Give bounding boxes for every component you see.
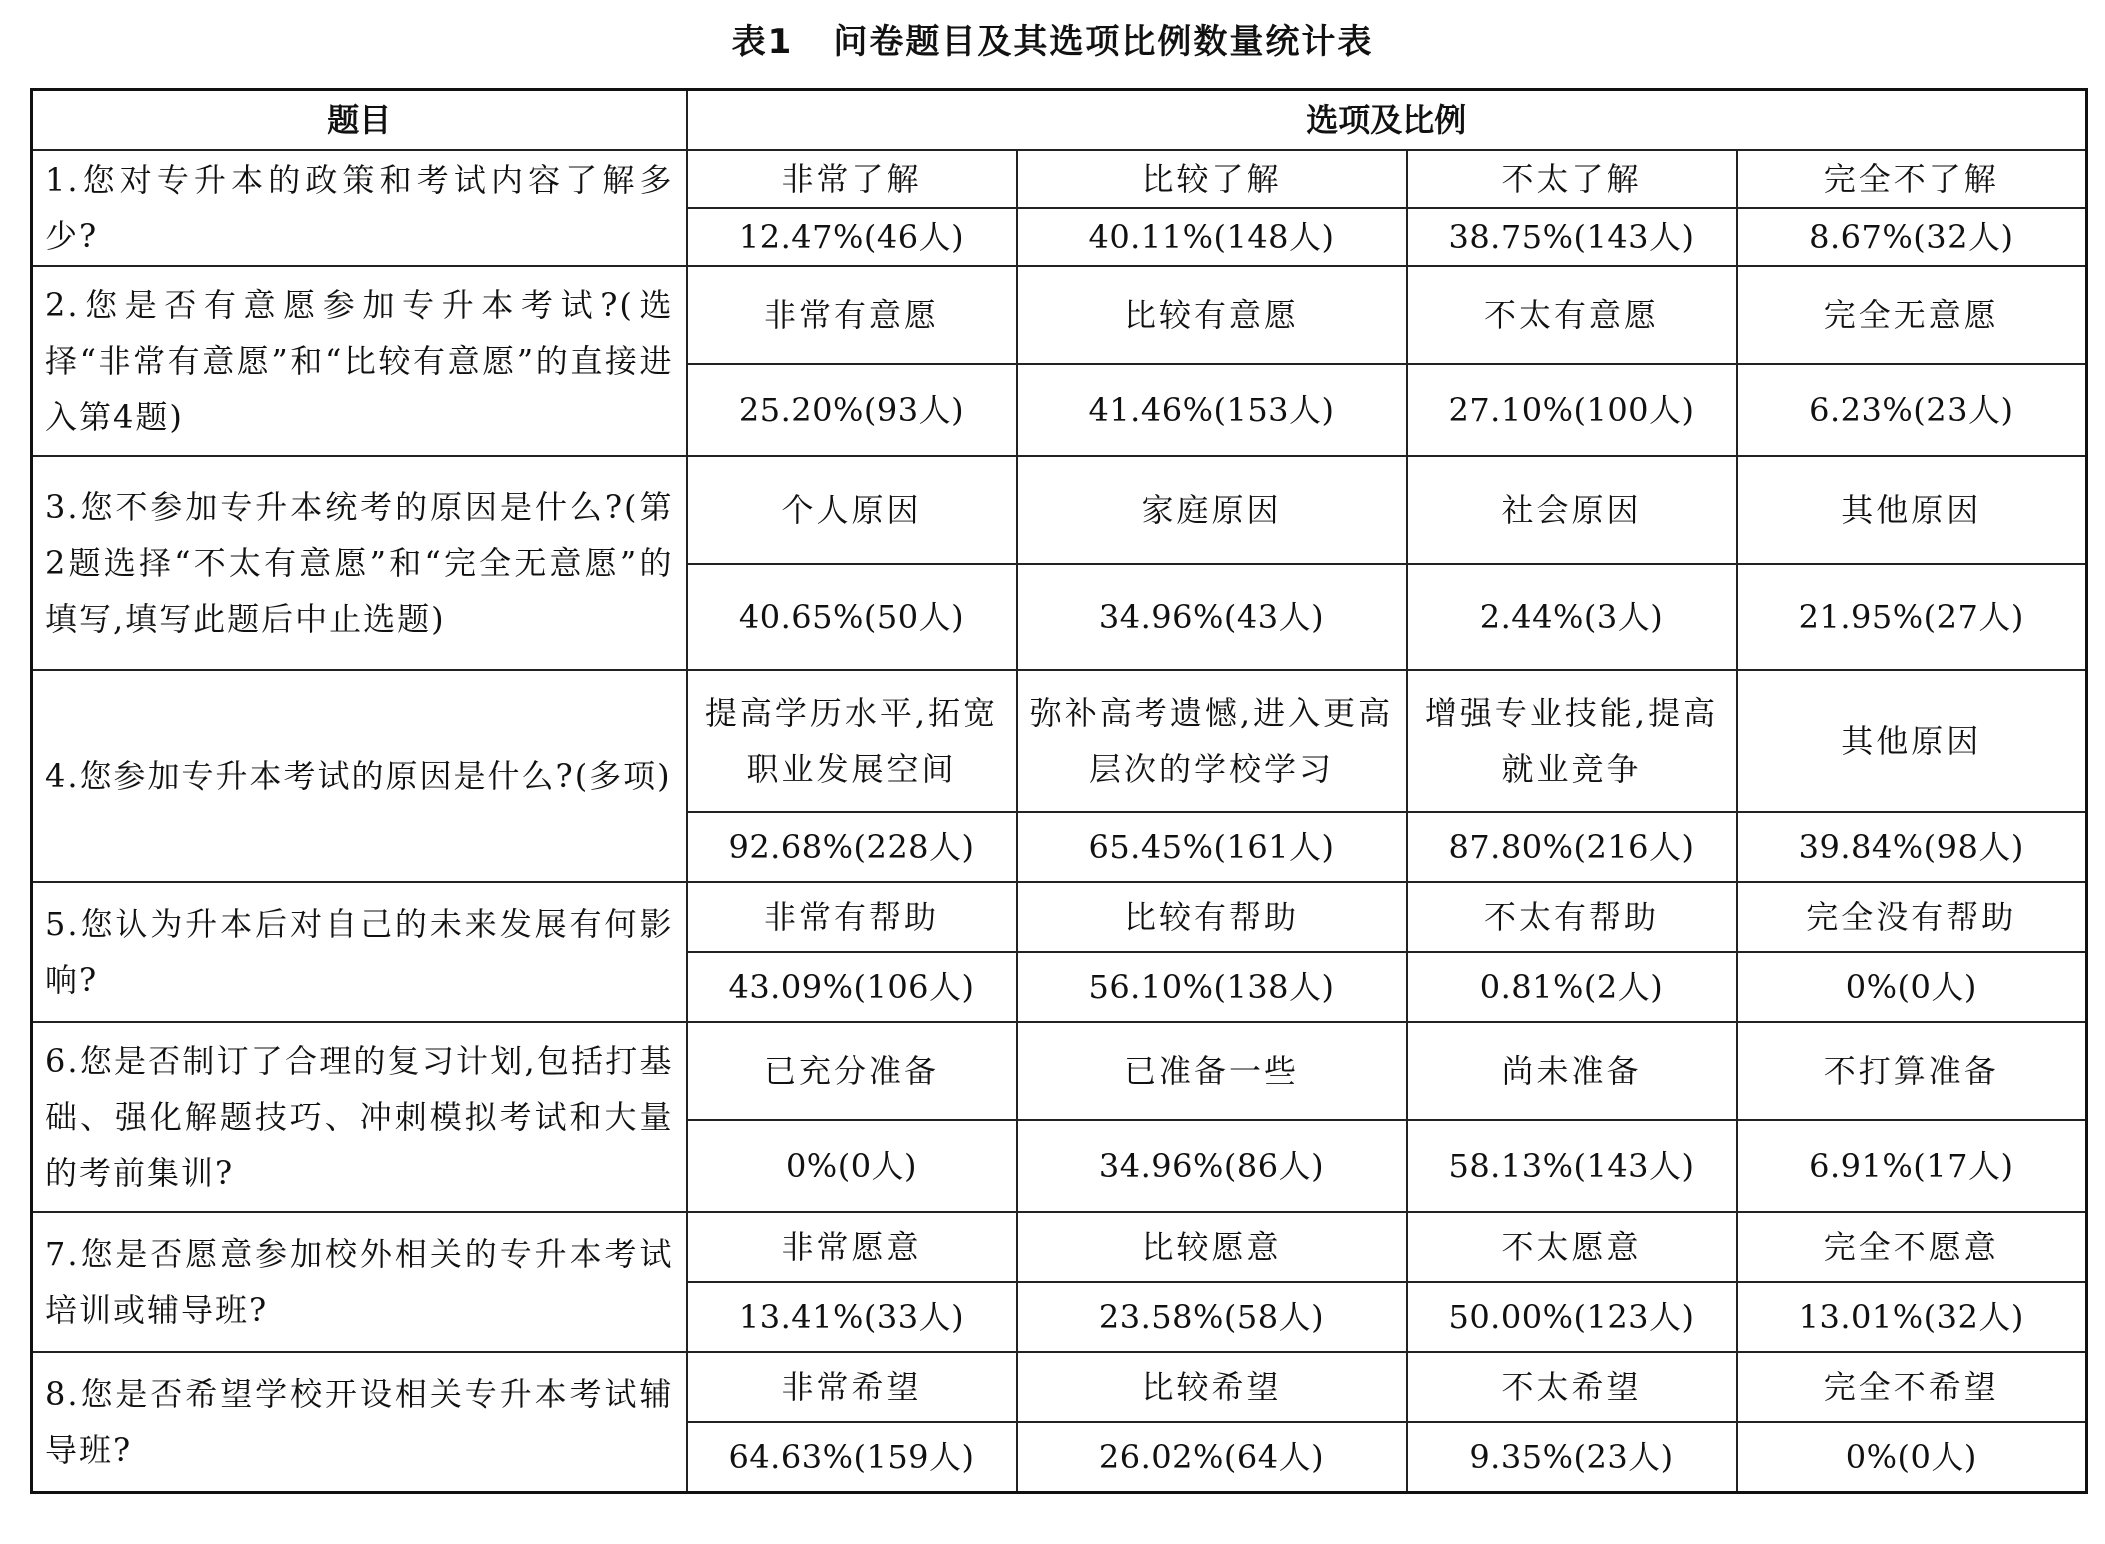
percentage-cell: 92.68%(228人) — [687, 812, 1017, 882]
header-question: 题目 — [32, 90, 687, 151]
option-cell: 不太希望 — [1407, 1352, 1737, 1422]
option-cell: 已充分准备 — [687, 1022, 1017, 1120]
percentage-cell: 0.81%(2人) — [1407, 952, 1737, 1022]
question-cell: 6.您是否制订了合理的复习计划,包括打基础、强化解题技巧、冲刺模拟考试和大量的考前集训? — [32, 1022, 687, 1212]
option-row — [32, 456, 2087, 564]
option-cell: 不太了解 — [1407, 150, 1737, 208]
option-row — [32, 1352, 2087, 1422]
percentage-cell: 8.67%(32人) — [1737, 208, 2087, 266]
percentage-cell: 6.23%(23人) — [1737, 364, 2087, 456]
question-cell: 5.您认为升本后对自己的未来发展有何影响? — [32, 882, 687, 1022]
percentage-cell: 50.00%(123人) — [1407, 1282, 1737, 1352]
question-cell: 8.您是否希望学校开设相关专升本考试辅导班? — [32, 1352, 687, 1492]
percentage-cell: 56.10%(138人) — [1017, 952, 1407, 1022]
percentage-cell: 43.09%(106人) — [687, 952, 1017, 1022]
percentage-cell: 0%(0人) — [1737, 1422, 2087, 1492]
percentage-cell: 40.65%(50人) — [687, 564, 1017, 670]
option-cell: 完全不希望 — [1737, 1352, 2087, 1422]
option-cell: 不太有帮助 — [1407, 882, 1737, 952]
option-row — [32, 266, 2087, 364]
option-cell: 非常愿意 — [687, 1212, 1017, 1282]
option-cell: 非常希望 — [687, 1352, 1017, 1422]
percentage-cell: 87.80%(216人) — [1407, 812, 1737, 882]
option-cell: 完全没有帮助 — [1737, 882, 2087, 952]
option-cell: 尚未准备 — [1407, 1022, 1737, 1120]
option-cell: 提高学历水平,拓宽职业发展空间 — [687, 670, 1017, 812]
question-cell: 2.您是否有意愿参加专升本考试?(选择“非常有意愿”和“比较有意愿”的直接进入第4题) — [32, 266, 687, 456]
option-cell: 非常有意愿 — [687, 266, 1017, 364]
percentage-cell: 25.20%(93人) — [687, 364, 1017, 456]
percentage-cell: 40.11%(148人) — [1017, 208, 1407, 266]
option-cell: 不太有意愿 — [1407, 266, 1737, 364]
percentage-cell: 13.01%(32人) — [1737, 1282, 2087, 1352]
percentage-cell: 0%(0人) — [687, 1120, 1017, 1212]
option-cell: 家庭原因 — [1017, 456, 1407, 564]
percentage-cell: 9.35%(23人) — [1407, 1422, 1737, 1492]
percentage-cell: 23.58%(58人) — [1017, 1282, 1407, 1352]
option-cell: 比较希望 — [1017, 1352, 1407, 1422]
option-cell: 非常了解 — [687, 150, 1017, 208]
question-cell: 1.您对专升本的政策和考试内容了解多少? — [32, 150, 687, 266]
percentage-cell: 12.47%(46人) — [687, 208, 1017, 266]
question-cell: 4.您参加专升本考试的原因是什么?(多项) — [32, 670, 687, 882]
percentage-cell: 38.75%(143人) — [1407, 208, 1737, 266]
option-row — [32, 1212, 2087, 1282]
header-row — [32, 90, 2087, 151]
percentage-cell: 0%(0人) — [1737, 952, 2087, 1022]
option-cell: 比较有帮助 — [1017, 882, 1407, 952]
percentage-cell: 65.45%(161人) — [1017, 812, 1407, 882]
table-caption — [0, 20, 2105, 64]
option-cell: 非常有帮助 — [687, 882, 1017, 952]
option-cell: 弥补高考遗憾,进入更高层次的学校学习 — [1017, 670, 1407, 812]
option-cell: 其他原因 — [1737, 670, 2087, 812]
caption-label: 表1 — [731, 22, 794, 62]
option-row — [32, 1022, 2087, 1120]
percentage-cell: 27.10%(100人) — [1407, 364, 1737, 456]
option-cell: 个人原因 — [687, 456, 1017, 564]
caption-title: 问卷题目及其选项比例数量统计表 — [833, 22, 1374, 62]
option-row — [32, 670, 2087, 812]
option-cell: 不打算准备 — [1737, 1022, 2087, 1120]
option-cell: 完全不了解 — [1737, 150, 2087, 208]
option-row — [32, 882, 2087, 952]
percentage-cell: 2.44%(3人) — [1407, 564, 1737, 670]
option-cell: 其他原因 — [1737, 456, 2087, 564]
question-cell: 7.您是否愿意参加校外相关的专升本考试培训或辅导班? — [32, 1212, 687, 1352]
percentage-cell: 13.41%(33人) — [687, 1282, 1017, 1352]
percentage-cell: 39.84%(98人) — [1737, 812, 2087, 882]
question-cell: 3.您不参加专升本统考的原因是什么?(第2题选择“不太有意愿”和“完全无意愿”的填写,填写此题后中止选题) — [32, 456, 687, 670]
option-cell: 社会原因 — [1407, 456, 1737, 564]
option-cell: 增强专业技能,提高就业竞争 — [1407, 670, 1737, 812]
percentage-cell: 58.13%(143人) — [1407, 1120, 1737, 1212]
option-cell: 比较有意愿 — [1017, 266, 1407, 364]
option-cell: 不太愿意 — [1407, 1212, 1737, 1282]
option-cell: 完全不愿意 — [1737, 1212, 2087, 1282]
option-cell: 比较了解 — [1017, 150, 1407, 208]
option-cell: 比较愿意 — [1017, 1212, 1407, 1282]
percentage-cell: 64.63%(159人) — [687, 1422, 1017, 1492]
percentage-cell: 34.96%(43人) — [1017, 564, 1407, 670]
header-options: 选项及比例 — [687, 90, 2087, 151]
option-row — [32, 150, 2087, 208]
option-cell: 完全无意愿 — [1737, 266, 2087, 364]
percentage-cell: 21.95%(27人) — [1737, 564, 2087, 670]
percentage-cell: 34.96%(86人) — [1017, 1120, 1407, 1212]
percentage-cell: 41.46%(153人) — [1017, 364, 1407, 456]
survey-statistics-table — [30, 88, 2088, 1494]
option-cell: 已准备一些 — [1017, 1022, 1407, 1120]
percentage-cell: 6.91%(17人) — [1737, 1120, 2087, 1212]
percentage-cell: 26.02%(64人) — [1017, 1422, 1407, 1492]
